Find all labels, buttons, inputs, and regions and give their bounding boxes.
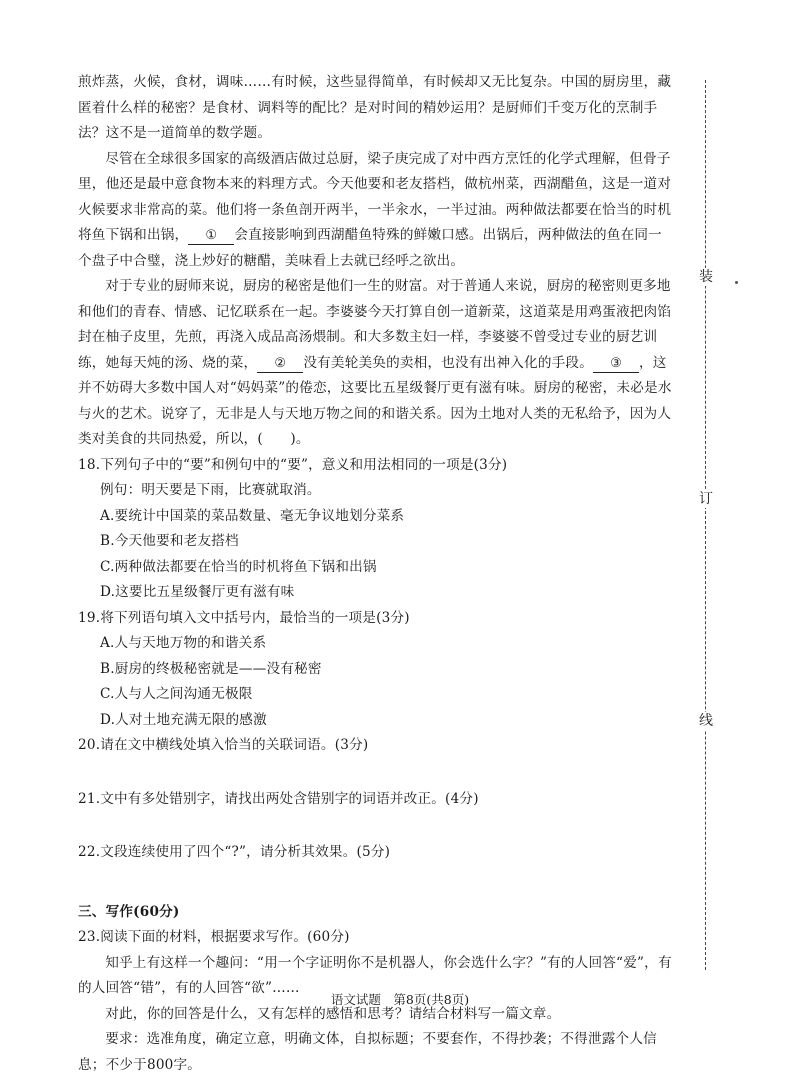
passage-paragraph-2 <box>78 147 673 275</box>
passage-p3-text-c: ，这并不妨碍大多数中国人对“妈妈菜”的倦恋，这要比五星级餐厅更有滋有味。厨房的秘密，未必是水与火的艺术。说穿了，无非是人与天地万物之间的和谐关系。因为土地对人类的无私给予，因为人类对美食的共同热爱，所以，( )。 <box>78 354 672 447</box>
exam-content <box>78 70 673 1078</box>
passage-p2-text-b: 会直接影响到西湖醋鱼特殊的鲜嫩口感。出锅后，两种做法的鱼在同一个盘子中合璧，浇上炒好的糖醋，美味看上去就已经呼之欲出。 <box>78 227 662 269</box>
question-19-option-a: A.人与天地万物的和谐关系 <box>100 635 267 651</box>
question-22: 22.文段连续使用了四个“?”，请分析其效果。(5分) <box>78 844 391 860</box>
passage-paragraph-1: 煎炸蒸，火候，食材，调味……有时候，这些显得简单，有时候却又无比复杂。中国的厨房里，藏匿着什么样的秘密？是食材、调料等的配比？是对时间的精妙运用？是厨师们千变万化的烹制手法？这不是一道简单的数学题。 <box>78 74 672 141</box>
passage-paragraph-3 <box>78 274 673 453</box>
question-18-option-a: A.要统计中国菜的菜品数量、毫无争议地划分菜系 <box>100 507 405 524</box>
blank-3[interactable] <box>593 355 639 373</box>
blank-1-label: ① <box>205 228 218 243</box>
passage-p2-text-a: 尽管在全球很多国家的高级酒店做过总厨，梁子庚完成了对中西方烹饪的化学式理解，但骨子里，他还是最中意食物本来的料理方式。今天他要和老友搭档，做杭州菜，西湖醋鱼，这是一道对火候要求非常高的菜。他们将一条鱼剖开两半，一半汆水，一半过油。两种做法都要在恰当的时机将鱼下锅和出锅， <box>78 150 672 243</box>
blank-2-label: ② <box>274 355 287 371</box>
binding-dashed-line <box>705 80 706 970</box>
blank-3-label: ③ <box>610 355 622 371</box>
question-19-option-c: C.人与人之间沟通无极限 <box>100 686 253 702</box>
binding-mark-ding: 订 <box>699 491 713 507</box>
question-23-prompt: 对此，你的回答是什么，又有怎样的感悟和思考？请结合材料写一篇文章。 <box>105 1005 561 1022</box>
blank-1[interactable] <box>188 227 234 245</box>
question-18-option-c: C.两种做法都要在恰当的时机将鱼下锅和出锅 <box>100 558 377 575</box>
passage-p3-text-b: 没有美轮美奂的卖相，也没有出神入化的手段。 <box>303 354 593 371</box>
question-18-stem: 18.下列句子中的“要”和例句中的“要”，意义和用法相同的一项是(3分) <box>78 456 508 473</box>
question-19-option-d: D.人对土地充满无限的感激 <box>100 711 267 728</box>
section-3-heading: 三、写作(60分) <box>78 903 180 920</box>
binding-mark-zhuang: 装 <box>699 269 713 285</box>
blank-2[interactable] <box>257 355 303 373</box>
question-23-material: 知乎上有这样一个趣问：“用一个字证明你不是机器人，你会选什么字？”有的人回答“爱”，有的人回答“错”，有的人回答“欲”…… <box>78 954 672 996</box>
passage-p3-text-a: 对于专业的厨师来说，厨房的秘密是他们一生的财富。对于普通人来说，厨房的秘密则更多地和他们的青春、情感、记忆联系在一起。李婆婆今天打算自创一道新菜，这道菜是用鸡蛋液把肉馅封在柚子皮里，先煎，再浇入成品高汤煨制。和大多数主妇一样，李婆婆不曾受过专业的厨艺训练，她每天炖的汤、烧的菜， <box>78 278 672 371</box>
page-footer: 语文试题 第8页(共8页) <box>330 992 470 1007</box>
question-20: 20.请在文中横线处填入恰当的关联词语。(3分) <box>78 737 369 753</box>
question-18-option-b: B.今天他要和老友搭档 <box>100 533 239 549</box>
question-18-option-d: D.这要比五星级餐厅更有滋有味 <box>100 584 295 600</box>
question-23-stem: 23.阅读下面的材料，根据要求写作。(60分) <box>78 929 350 945</box>
answer-space-22 <box>78 866 673 900</box>
binding-dot <box>735 281 738 284</box>
answer-space-20 <box>78 759 673 787</box>
question-19-option-b: B.厨房的终极秘密就是——没有秘密 <box>100 660 322 677</box>
question-19-stem: 19.将下列语句填入文中括号内，最恰当的一项是(3分) <box>78 609 410 626</box>
answer-space-21 <box>78 812 673 840</box>
question-21: 21.文中有多处错别字，请找出两处含错别字的词语并改正。(4分) <box>78 790 479 807</box>
question-23-requirements: 要求：选准角度，确定立意，明确文体，自拟标题；不要套作，不得抄袭；不得泄露个人信息；不少于800字。 <box>78 1031 657 1073</box>
question-18-example: 例句：明天要是下雨，比赛就取消。 <box>100 482 321 498</box>
binding-mark-xian: 线 <box>699 713 713 729</box>
